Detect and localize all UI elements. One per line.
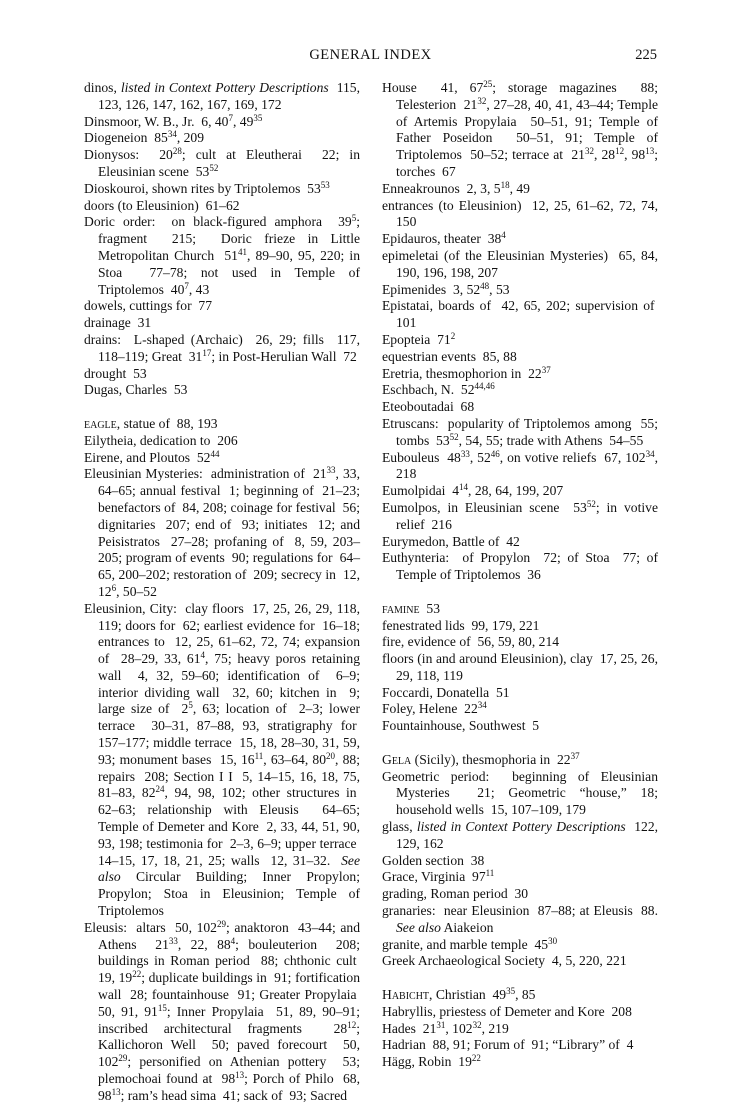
- index-entry: Hades $21^{31}$, $102^{32}$, 219: [382, 1019, 509, 1036]
- index-entry: Eumolpidai $4^{14}$, 28, 64, 199, 207: [382, 482, 564, 499]
- section-gap: [84, 399, 360, 416]
- index-entry: Diogeneion $85^{34}$, 209: [84, 129, 205, 146]
- index-entry: Hadrian 88, 91; Forum of 91; “Library” of 4: [382, 1037, 634, 1053]
- section-gap: [382, 735, 658, 752]
- index-entry: Habicht, Christian $49^{35}$, 85: [382, 986, 536, 1003]
- index-entry: Foccardi, Donatella 51: [382, 684, 510, 700]
- index-entry: Eleusis: altars 50, $102^{29}$; anaktoron 43–44; and Athens $21^{33}$, 22, $88^4$; bouleuterion 208; buildings in Roman period 88; chthonic cult 19, $19^{22}$; duplicate buildings in 91; fortification wall 28; fountainhouse 91; Greater Propylaia 50, 91, $91^{15}$; Inner Propylaia 51, 89, 90–91; inscribed architectural fragments $28^{12}$; Kallichoron Well 50; paved forecourt 50, $102^{29}$; personified on Athenian pottery 53; plemochoai found at $98^{13}$; Porch of Philo 68, $98^{13}$; ram’s head sima 41; sack of 93; Sacred: [84, 918, 361, 1103]
- index-entry: Eubouleus $48^{33}$, $52^{46}$, on votive reliefs 67, $102^{34}$, 218: [382, 448, 658, 482]
- index-entry: Grace, Virginia $97^{11}$: [382, 868, 495, 885]
- index-entry: Eilytheia, dedication to 206: [84, 432, 238, 448]
- index-entry: Eirene, and Ploutos $52^{44}$: [84, 448, 220, 465]
- index-entry: fenestrated lids 99, 179, 221: [382, 617, 540, 633]
- index-entry: Etruscans: popularity of Triptolemos among 55; tombs $53^{52}$, 54, 55; trade with Athens 54–55: [382, 415, 658, 448]
- page-number: 225: [635, 47, 657, 63]
- index-entry: Golden section 38: [382, 852, 485, 868]
- index-entry: Dioskouroi, shown rites by Triptolemos $53^{53}$: [84, 179, 330, 196]
- index-entry: Eleusinian Mysteries: administration of $21^{33}$, 33, 64–65; annual festival 1; beginning of 21–23; benefactors of 84, 208; coinage for festival 56; dignitaries 207; end of 93; initiates 12; and Peisistratos 27–28; profaning of 8, 59, 203–205; program of events 90; regulations for 64–65, 200–202; restoration of 209; secrecy in 12, $12^6$, 50–52: [84, 465, 360, 599]
- index-entry: Doric order: on black-figured amphora $39^5$; fragment 215; Doric frieze in Little Metropolitan Church $51^{41}$, 89–90, 95, 220; in Stoa 77–78; not used in Temple of Triptolemos $40^7$, 43: [84, 213, 360, 297]
- index-entry: drainage 31: [84, 315, 152, 331]
- index-entry: drought 53: [84, 365, 147, 381]
- index-entry: Hägg, Robin $19^{22}$: [382, 1053, 481, 1070]
- index-entry: Geometric period: beginning of Eleusinian Mysteries 21; Geometric “house,” 18; household wells 15, 107–109, 179: [382, 768, 658, 818]
- index-entry: entrances (to Eleusinion) 12, 25, 61–62, 72, 74, 150: [382, 197, 658, 230]
- index-entry: fire, evidence of 56, 59, 80, 214: [382, 634, 560, 650]
- index-entry: granaries: near Eleusinion 87–88; at Eleusis 88. See also Aiakeion: [382, 903, 658, 935]
- index-entry: Eretria, thesmophorion in $22^{37}$: [382, 364, 551, 381]
- index-entry: Epistatai, boards of 42, 65, 202; supervision of 101: [382, 298, 658, 331]
- index-entry: dowels, cuttings for 77: [84, 298, 212, 314]
- index-entry: Eurymedon, Battle of 42: [382, 533, 520, 549]
- index-entry: Dionysos: $20^{28}$; cult at Eleutherai 22; in Eleusinian scene $53^{52}$: [84, 146, 360, 179]
- index-entry: Epidauros, theater $38^4$: [382, 230, 506, 247]
- index-entry: Epopteia $71^2$: [382, 330, 456, 347]
- index-entry: Eleusinion, City: clay floors 17, 25, 26, 29, 118, 119; doors for 62; earliest evidence for 16–18; entrances to 12, 25, 61–62, 72, 74; expansion of 28–29, 33, $61^4$, 75; heavy poros retaining wall 4, 32, 59–60; identification of 6–9; interior dividing wall 32, 60; kitchen in 9; large size of $2^5$, 63; location of 2–3; lower terrace 30–31, 87–88, 93, stratigraphy for 157–177; middle terrace 15, 18, 28–30, 31, 59, 93; monument bases 15, $16^{11}$, 63–64, $80^{20}$, 88; repairs 208; Section I I 5, 14–15, 16, 18, 75, 81–83, $82^{24}$, 94, 98, 102; other structures in 62–63; relationship with Eleusis 64–65; Temple of Demeter and Kore 2, 33, 44, 51, 90, 93, 198; testimonia for 2–3, 6–9; upper terrace 14–15, 17, 18, 21, 25; walls 12, 31–32. See also Circular Building; Inner Propylon; Propylon; Stoa in Eleusinion; Temple of Triptolemos: [84, 600, 361, 919]
- index-entry: epimeletai (of the Eleusinian Mysteries) 65, 84, 190, 196, 198, 207: [382, 247, 658, 280]
- index-entry: Dinsmoor, W. B., Jr. 6, $40^7$, $49^{35}$: [84, 112, 263, 129]
- index-entry: Euthynteria: of Propylon 72; of Stoa 77; of Temple of Triptolemos 36: [382, 550, 658, 583]
- index-entry: grading, Roman period 30: [382, 886, 529, 902]
- section-gap: [382, 584, 658, 601]
- index-entry: Epimenides 3, $52^{48}$, 53: [382, 280, 510, 297]
- index-entry: Enneakrounos 2, 3, $5^{18}$, 49: [382, 179, 530, 196]
- index-entry: equestrian events 85, 88: [382, 348, 517, 364]
- index-entry: Eschbach, N. 52$^{44,46}$: [382, 381, 495, 398]
- index-entry: Greek Archaeological Society 4, 5, 220, 221: [382, 953, 627, 969]
- index-entry: floors (in and around Eleusinion), clay 17, 25, 26, 29, 118, 119: [382, 651, 658, 683]
- index-entry: Foley, Helene $22^{34}$: [382, 700, 487, 717]
- index-entry: Gela (Sicily), thesmophoria in $22^{37}$: [382, 750, 580, 767]
- index-entry: granite, and marble temple $45^{30}$: [382, 935, 558, 952]
- index-entry: Eumolpos, in Eleusinian scene $53^{52}$; in votive relief 216: [382, 498, 658, 532]
- index-column-right: [382, 80, 658, 1071]
- index-entry: drains: L-shaped (Archaic) 26, 29; fills 117, 118–119; Great $31^{17}$; in Post-Herulian Wall 72: [84, 331, 360, 364]
- section-gap: [382, 970, 658, 987]
- index-entry: Fountainhouse, Southwest 5: [382, 718, 540, 734]
- page-header: [0, 47, 741, 67]
- index-column-left: [84, 80, 360, 1105]
- running-head: GENERAL INDEX: [309, 47, 432, 63]
- index-entry-continued: House 41, $67^{25}$; storage magazines 88; Telesterion $21^{32}$, 27–28, 40, 41, 43–44; Temple of Artemis Propylaia 50–51, 91; Temple of Father Poseidon 50–51, 91; Temple of Triptolemos 50–52; terrace at $21^{32}$, $28^{12}$, $98^{13}$; torches 67: [382, 79, 659, 179]
- index-entry: glass, listed in Context Pottery Descriptions 122, 129, 162: [382, 819, 659, 851]
- index-entry: Dugas, Charles 53: [84, 382, 188, 398]
- index-entry: Habryllis, priestess of Demeter and Kore 208: [382, 1003, 632, 1019]
- index-entry: doors (to Eleusinion) 61–62: [84, 197, 240, 213]
- index-entry: dinos, listed in Context Pottery Descriptions 115, 123, 126, 147, 162, 167, 169, 172: [84, 80, 360, 112]
- index-entry: Eteoboutadai 68: [382, 399, 475, 415]
- index-entry: eagle, statue of 88, 193: [84, 415, 218, 431]
- index-entry: famine 53: [382, 600, 440, 616]
